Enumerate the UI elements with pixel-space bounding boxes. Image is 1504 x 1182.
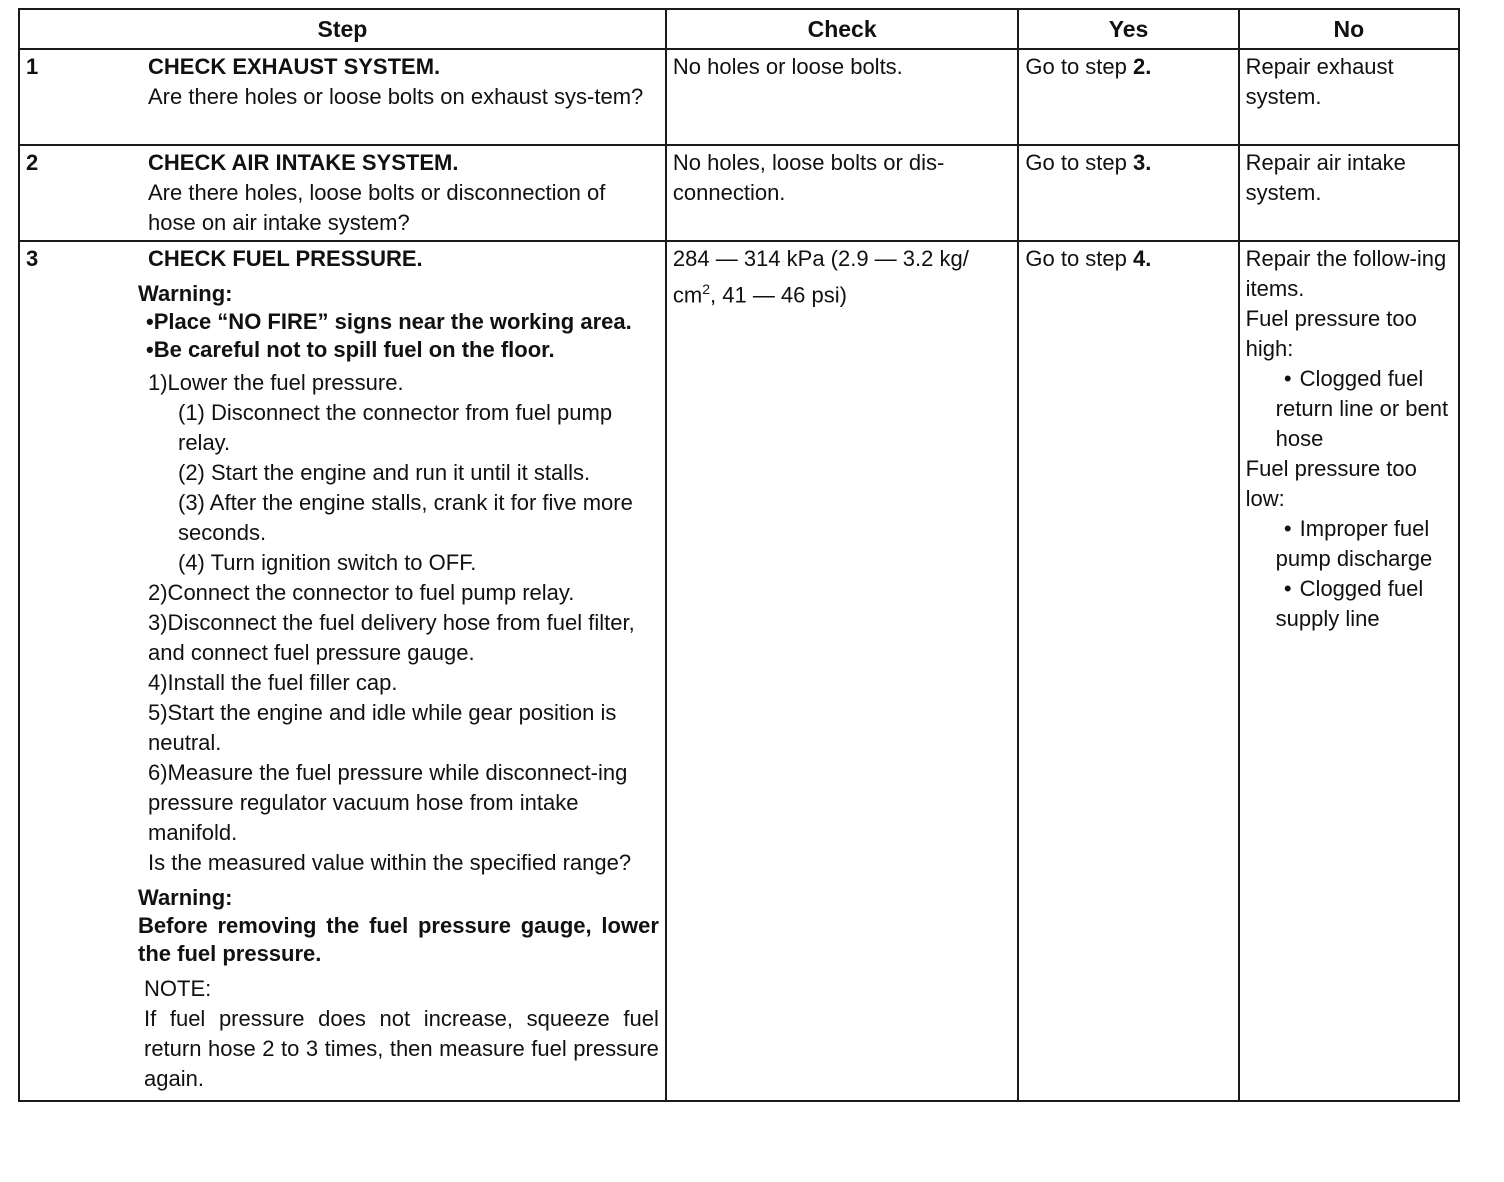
check-spec: 284 — 314 kPa (2.9 — 3.2 kg/ cm <box>672 246 969 308</box>
step-number: 2 <box>26 150 39 175</box>
procedure-list <box>148 368 659 878</box>
procedure-step: 6)Measure the fuel pressure while disconnect-ing pressure regulator vacuum hose from intake manifold. <box>148 760 628 845</box>
note-text: If fuel pressure does not increase, squeeze fuel return hose 2 to 3 times, then measure fuel pressure again. <box>144 1006 659 1091</box>
yes-cell <box>1019 146 1237 180</box>
check-spec-tail: , 41 — 46 psi) <box>710 282 847 308</box>
no-condition-high: Fuel pressure too high: <box>1245 306 1417 361</box>
note-box <box>144 974 659 1094</box>
warning-heading: Warning: <box>138 885 233 910</box>
procedure-substep: (1) Disconnect the connector from fuel pump relay. <box>178 400 613 455</box>
step-number: 3 <box>26 246 39 271</box>
bullet-icon: • <box>1283 576 1292 601</box>
warning-item: •Be careful not to spill fuel on the floor. <box>146 337 555 362</box>
warning-heading: Warning: <box>138 281 233 306</box>
yes-text: Go to step <box>1025 246 1133 271</box>
procedure-step: 5)Start the engine and idle while gear position is neutral. <box>148 700 617 755</box>
table-row <box>19 145 1459 241</box>
step-cell <box>20 242 665 1100</box>
step-cell <box>20 50 665 114</box>
procedure-substep: (4) Turn ignition switch to OFF. <box>178 550 477 575</box>
yes-step-link: 2. <box>1133 54 1152 79</box>
step-cell <box>20 146 665 240</box>
header-check: Check <box>666 9 1018 49</box>
step-question: Is the measured value within the specified range? <box>148 850 632 875</box>
list-item <box>1276 364 1452 454</box>
step-number: 1 <box>26 54 39 79</box>
procedure-substep: (2) Start the engine and run it until it stalls. <box>178 460 591 485</box>
header-step: Step <box>19 9 666 49</box>
no-cell: Repair exhaust system. <box>1245 54 1394 109</box>
step-title: CHECK AIR INTAKE SYSTEM. <box>148 150 459 175</box>
step-question: Are there holes or loose bolts on exhaust sys-tem? <box>148 84 644 109</box>
warning-text: Before removing the fuel pressure gauge, lower the fuel pressure. <box>138 913 659 966</box>
no-cell: Repair air intake system. <box>1245 150 1406 205</box>
list-item-text: Clogged fuel return line or bent hose <box>1275 366 1449 451</box>
note-heading: NOTE: <box>144 976 212 1001</box>
yes-step-link: 3. <box>1133 150 1152 175</box>
check-cell: No holes, loose bolts or dis-connection. <box>672 150 945 205</box>
header-yes: Yes <box>1018 9 1238 49</box>
check-cell <box>667 242 1017 312</box>
yes-text: Go to step <box>1025 150 1133 175</box>
procedure-step: 4)Install the fuel filler cap. <box>148 670 398 695</box>
list-item <box>1276 574 1452 634</box>
list-item <box>1276 514 1452 574</box>
no-cell <box>1240 242 1458 636</box>
yes-step-link: 4. <box>1133 246 1152 271</box>
step-question: Are there holes, loose bolts or disconnection of hose on air intake system? <box>148 180 606 235</box>
step-title: CHECK FUEL PRESSURE. <box>148 246 423 271</box>
check-cell: No holes or loose bolts. <box>672 54 903 79</box>
check-superscript: 2 <box>702 281 711 297</box>
procedure-step: 3)Disconnect the fuel delivery hose from fuel filter, and connect fuel pressure gauge. <box>148 610 635 665</box>
table-row <box>19 49 1459 145</box>
yes-text: Go to step <box>1025 54 1133 79</box>
yes-cell <box>1019 242 1237 276</box>
warning-box <box>138 280 659 364</box>
step-title: CHECK EXHAUST SYSTEM. <box>148 54 441 79</box>
table-row <box>19 241 1459 1101</box>
no-condition-low: Fuel pressure too low: <box>1245 456 1417 511</box>
no-intro: Repair the follow-ing items. <box>1245 246 1447 301</box>
header-no: No <box>1239 9 1459 49</box>
warning-box <box>138 884 659 968</box>
header-row <box>19 9 1459 49</box>
yes-cell <box>1019 50 1237 84</box>
procedure-substep: (3) After the engine stalls, crank it for five more seconds. <box>178 490 633 545</box>
warning-item: •Place “NO FIRE” signs near the working area. <box>146 309 632 334</box>
diagnostic-table <box>18 8 1460 1102</box>
list-item-text: Improper fuel pump discharge <box>1275 516 1433 571</box>
procedure-step: 2)Connect the connector to fuel pump relay. <box>148 580 575 605</box>
list-item-text: Clogged fuel supply line <box>1275 576 1424 631</box>
procedure-step: 1)Lower the fuel pressure. <box>148 370 404 395</box>
bullet-icon: • <box>1283 366 1292 391</box>
bullet-icon: • <box>1283 516 1292 541</box>
